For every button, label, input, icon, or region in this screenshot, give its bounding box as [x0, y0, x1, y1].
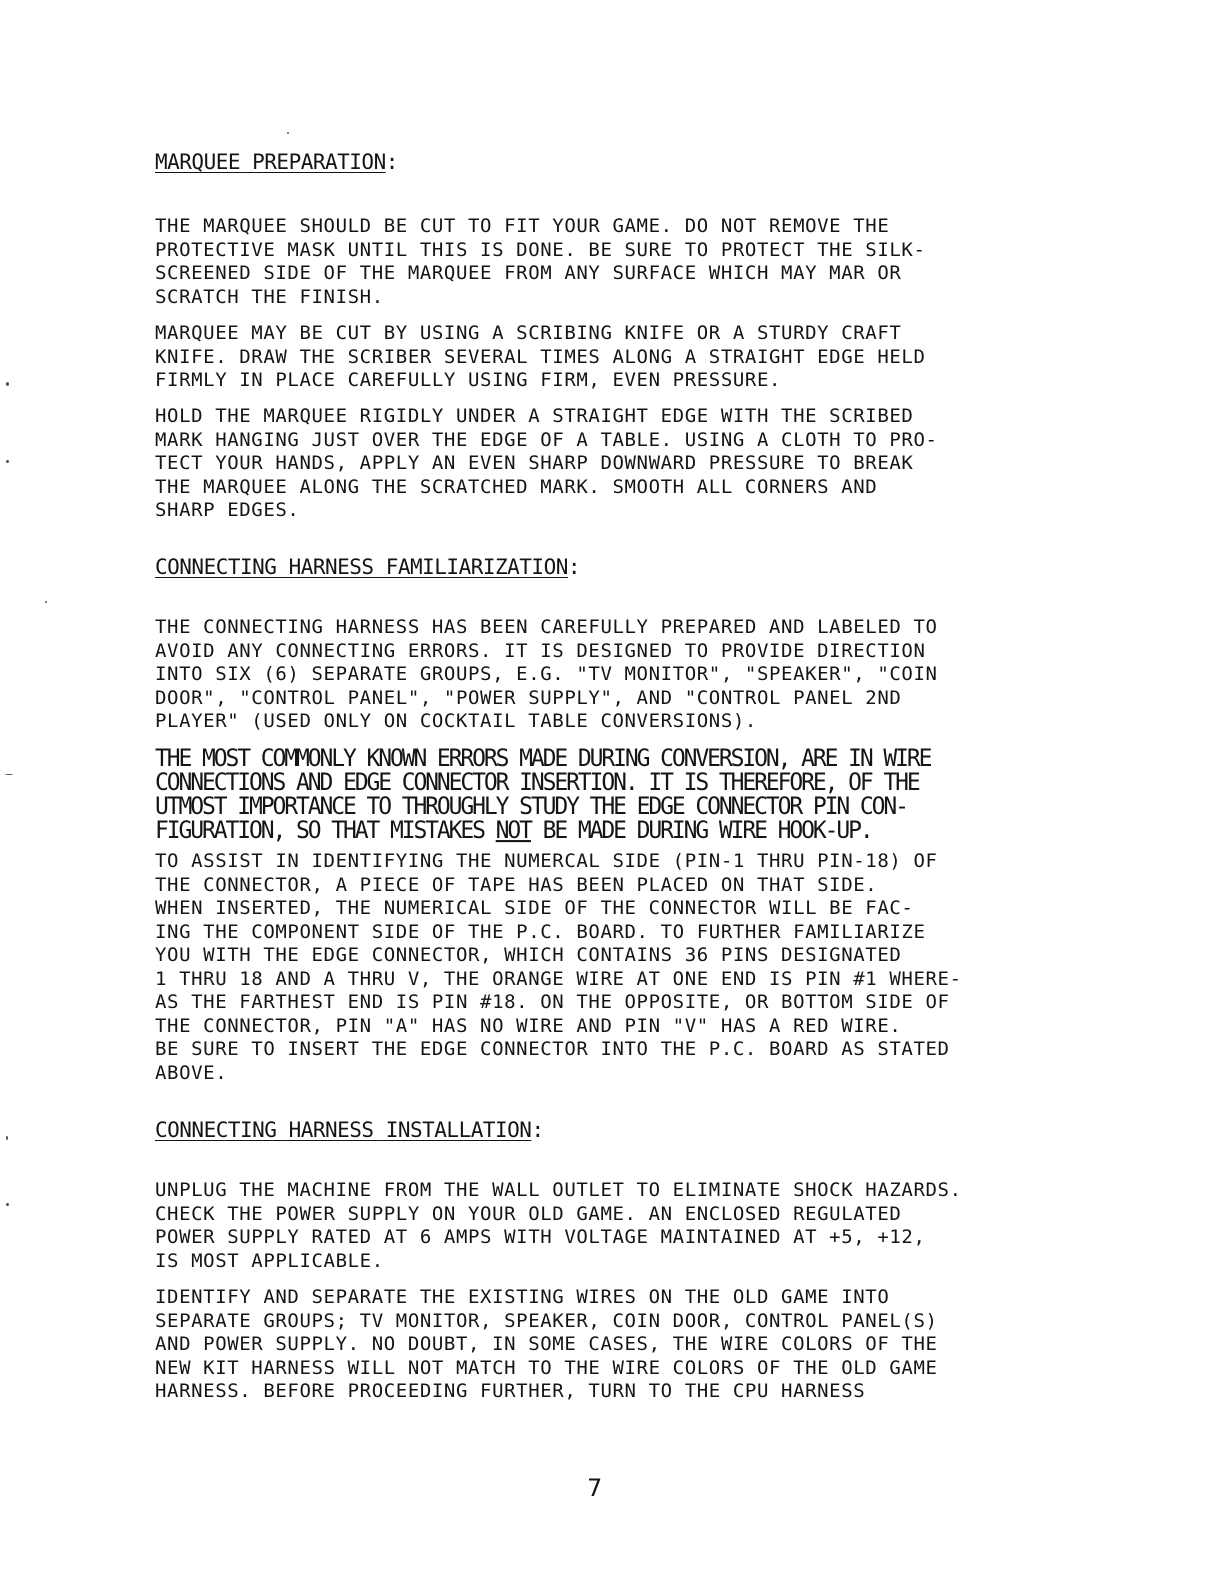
text-line: UTMOST IMPORTANCE TO THROUGHLY STUDY THE EDGE CONNECTOR PIN CON- — [155, 792, 907, 821]
section-heading-marquee-preparation: MARQUEE PREPARATION: — [155, 150, 398, 174]
text-line: YOU WITH THE EDGE CONNECTOR, WHICH CONTAINS 36 PINS DESIGNATED — [155, 944, 902, 966]
scan-speck — [287, 132, 289, 134]
text-line: 1 THRU 18 AND A THRU V, THE ORANGE WIRE AT ONE END IS PIN #1 WHERE- — [155, 967, 962, 990]
text-line: WHEN INSERTED, THE NUMERICAL SIDE OF THE CONNECTOR WILL BE FAC- — [155, 897, 914, 919]
text-line: MARQUEE MAY BE CUT BY USING A SCRIBING KNIFE OR A STURDY CRAFT — [155, 322, 902, 344]
text-line: UNPLUG THE MACHINE FROM THE WALL OUTLET TO ELIMINATE SHOCK HAZARDS. — [155, 1179, 962, 1201]
text-line: INTO SIX (6) SEPARATE GROUPS, E.G. "TV MONITOR", "SPEAKER", "COIN — [155, 663, 938, 685]
section-heading-connecting-harness-installation: CONNECTING HARNESS INSTALLATION: — [155, 1118, 544, 1142]
text-line: HARNESS. BEFORE PROCEEDING FURTHER, TURN TO THE CPU HARNESS — [155, 1380, 866, 1402]
text-line: NEW KIT HARNESS WILL NOT MATCH TO THE WIRE COLORS OF THE OLD GAME — [155, 1356, 938, 1379]
scan-speck — [6, 460, 9, 463]
paragraph — [155, 616, 938, 734]
scan-speck — [5, 774, 13, 775]
paragraph — [155, 405, 938, 523]
text-line: ING THE COMPONENT SIDE OF THE P.C. BOARD. TO FURTHER FAMILIARIZE — [155, 920, 926, 943]
text-line: FIGURATION, SO THAT MISTAKES NOT BE MADE DURING WIRE HOOK-UP. — [155, 816, 872, 845]
paragraph — [155, 850, 962, 1085]
section-heading-connecting-harness-familiarization: CONNECTING HARNESS FAMILIARIZATION: — [155, 555, 581, 579]
text-line: AVOID ANY CONNECTING ERRORS. IT IS DESIGNED TO PROVIDE DIRECTION — [155, 639, 926, 662]
text-line: AS THE FARTHEST END IS PIN #18. ON THE OPPOSITE, OR BOTTOM SIDE OF — [155, 991, 950, 1013]
text-line: SCRATCH THE FINISH. — [155, 285, 384, 308]
text-line: PROTECTIVE MASK UNTIL THIS IS DONE. BE SURE TO PROTECT THE SILK- — [155, 238, 926, 261]
text-line: FIRMLY IN PLACE CAREFULLY USING FIRM, EVEN PRESSURE. — [155, 369, 782, 391]
text-line: PLAYER" (USED ONLY ON COCKTAIL TABLE CONVERSIONS). — [155, 710, 757, 732]
text-line: THE CONNECTING HARNESS HAS BEEN CAREFULLY PREPARED AND LABELED TO — [155, 616, 938, 638]
text-line: POWER SUPPLY RATED AT 6 AMPS WITH VOLTAGE MAINTAINED AT +5, +12, — [155, 1226, 926, 1248]
text-line: CHECK THE POWER SUPPLY ON YOUR OLD GAME. AN ENCLOSED REGULATED — [155, 1202, 902, 1225]
scan-speck — [45, 601, 47, 603]
paragraph — [155, 1286, 938, 1404]
page-number: 7 — [587, 1474, 603, 1502]
paragraph-emphasis — [155, 744, 931, 845]
text-line: DOOR", "CONTROL PANEL", "POWER SUPPLY", AND "CONTROL PANEL 2ND — [155, 686, 902, 709]
text-line: CONNECTIONS AND EDGE CONNECTOR INSERTION. IT IS THEREFORE, OF THE — [155, 768, 919, 797]
paragraph — [155, 322, 926, 393]
text-line: HOLD THE MARQUEE RIGIDLY UNDER A STRAIGHT EDGE WITH THE SCRIBED — [155, 405, 914, 427]
text-line: KNIFE. DRAW THE SCRIBER SEVERAL TIMES ALONG A STRAIGHT EDGE HELD — [155, 345, 926, 368]
text-line: THE CONNECTOR, PIN "A" HAS NO WIRE AND PIN "V" HAS A RED WIRE. — [155, 1014, 902, 1037]
text-line: IDENTIFY AND SEPARATE THE EXISTING WIRES ON THE OLD GAME INTO — [155, 1286, 890, 1308]
text-line: THE MOST COMMONLY KNOWN ERRORS MADE DURING CONVERSION, ARE IN WIRE — [155, 744, 931, 773]
text-line: SCREENED SIDE OF THE MARQUEE FROM ANY SURFACE WHICH MAY MAR OR — [155, 262, 902, 284]
text-line: THE MARQUEE ALONG THE SCRATCHED MARK. SMOOTH ALL CORNERS AND — [155, 475, 878, 498]
text-line: MARK HANGING JUST OVER THE EDGE OF A TABLE. USING A CLOTH TO PRO- — [155, 428, 938, 451]
text-line: SHARP EDGES. — [155, 499, 300, 521]
text-line: TECT YOUR HANDS, APPLY AN EVEN SHARP DOWNWARD PRESSURE TO BREAK — [155, 452, 914, 474]
paragraph — [155, 1179, 962, 1273]
text-line: BE SURE TO INSERT THE EDGE CONNECTOR INTO THE P.C. BOARD AS STATED — [155, 1038, 950, 1060]
text-line: SEPARATE GROUPS; TV MONITOR, SPEAKER, COIN DOOR, CONTROL PANEL(S) — [155, 1309, 938, 1332]
scan-speck — [6, 1203, 9, 1206]
paragraph — [155, 215, 926, 309]
text-line: TO ASSIST IN IDENTIFYING THE NUMERCAL SIDE (PIN-1 THRU PIN-18) OF — [155, 850, 938, 872]
text-line: THE CONNECTOR, A PIECE OF TAPE HAS BEEN PLACED ON THAT SIDE. — [155, 873, 878, 896]
text-line: THE MARQUEE SHOULD BE CUT TO FIT YOUR GAME. DO NOT REMOVE THE — [155, 215, 890, 237]
text-line: IS MOST APPLICABLE. — [155, 1249, 384, 1272]
text-line: AND POWER SUPPLY. NO DOUBT, IN SOME CASES, THE WIRE COLORS OF THE — [155, 1333, 938, 1355]
emphasis-not: NOT — [495, 816, 531, 845]
scan-speck — [6, 382, 9, 386]
scan-speck — [6, 1136, 8, 1140]
text-line: ABOVE. — [155, 1061, 228, 1084]
